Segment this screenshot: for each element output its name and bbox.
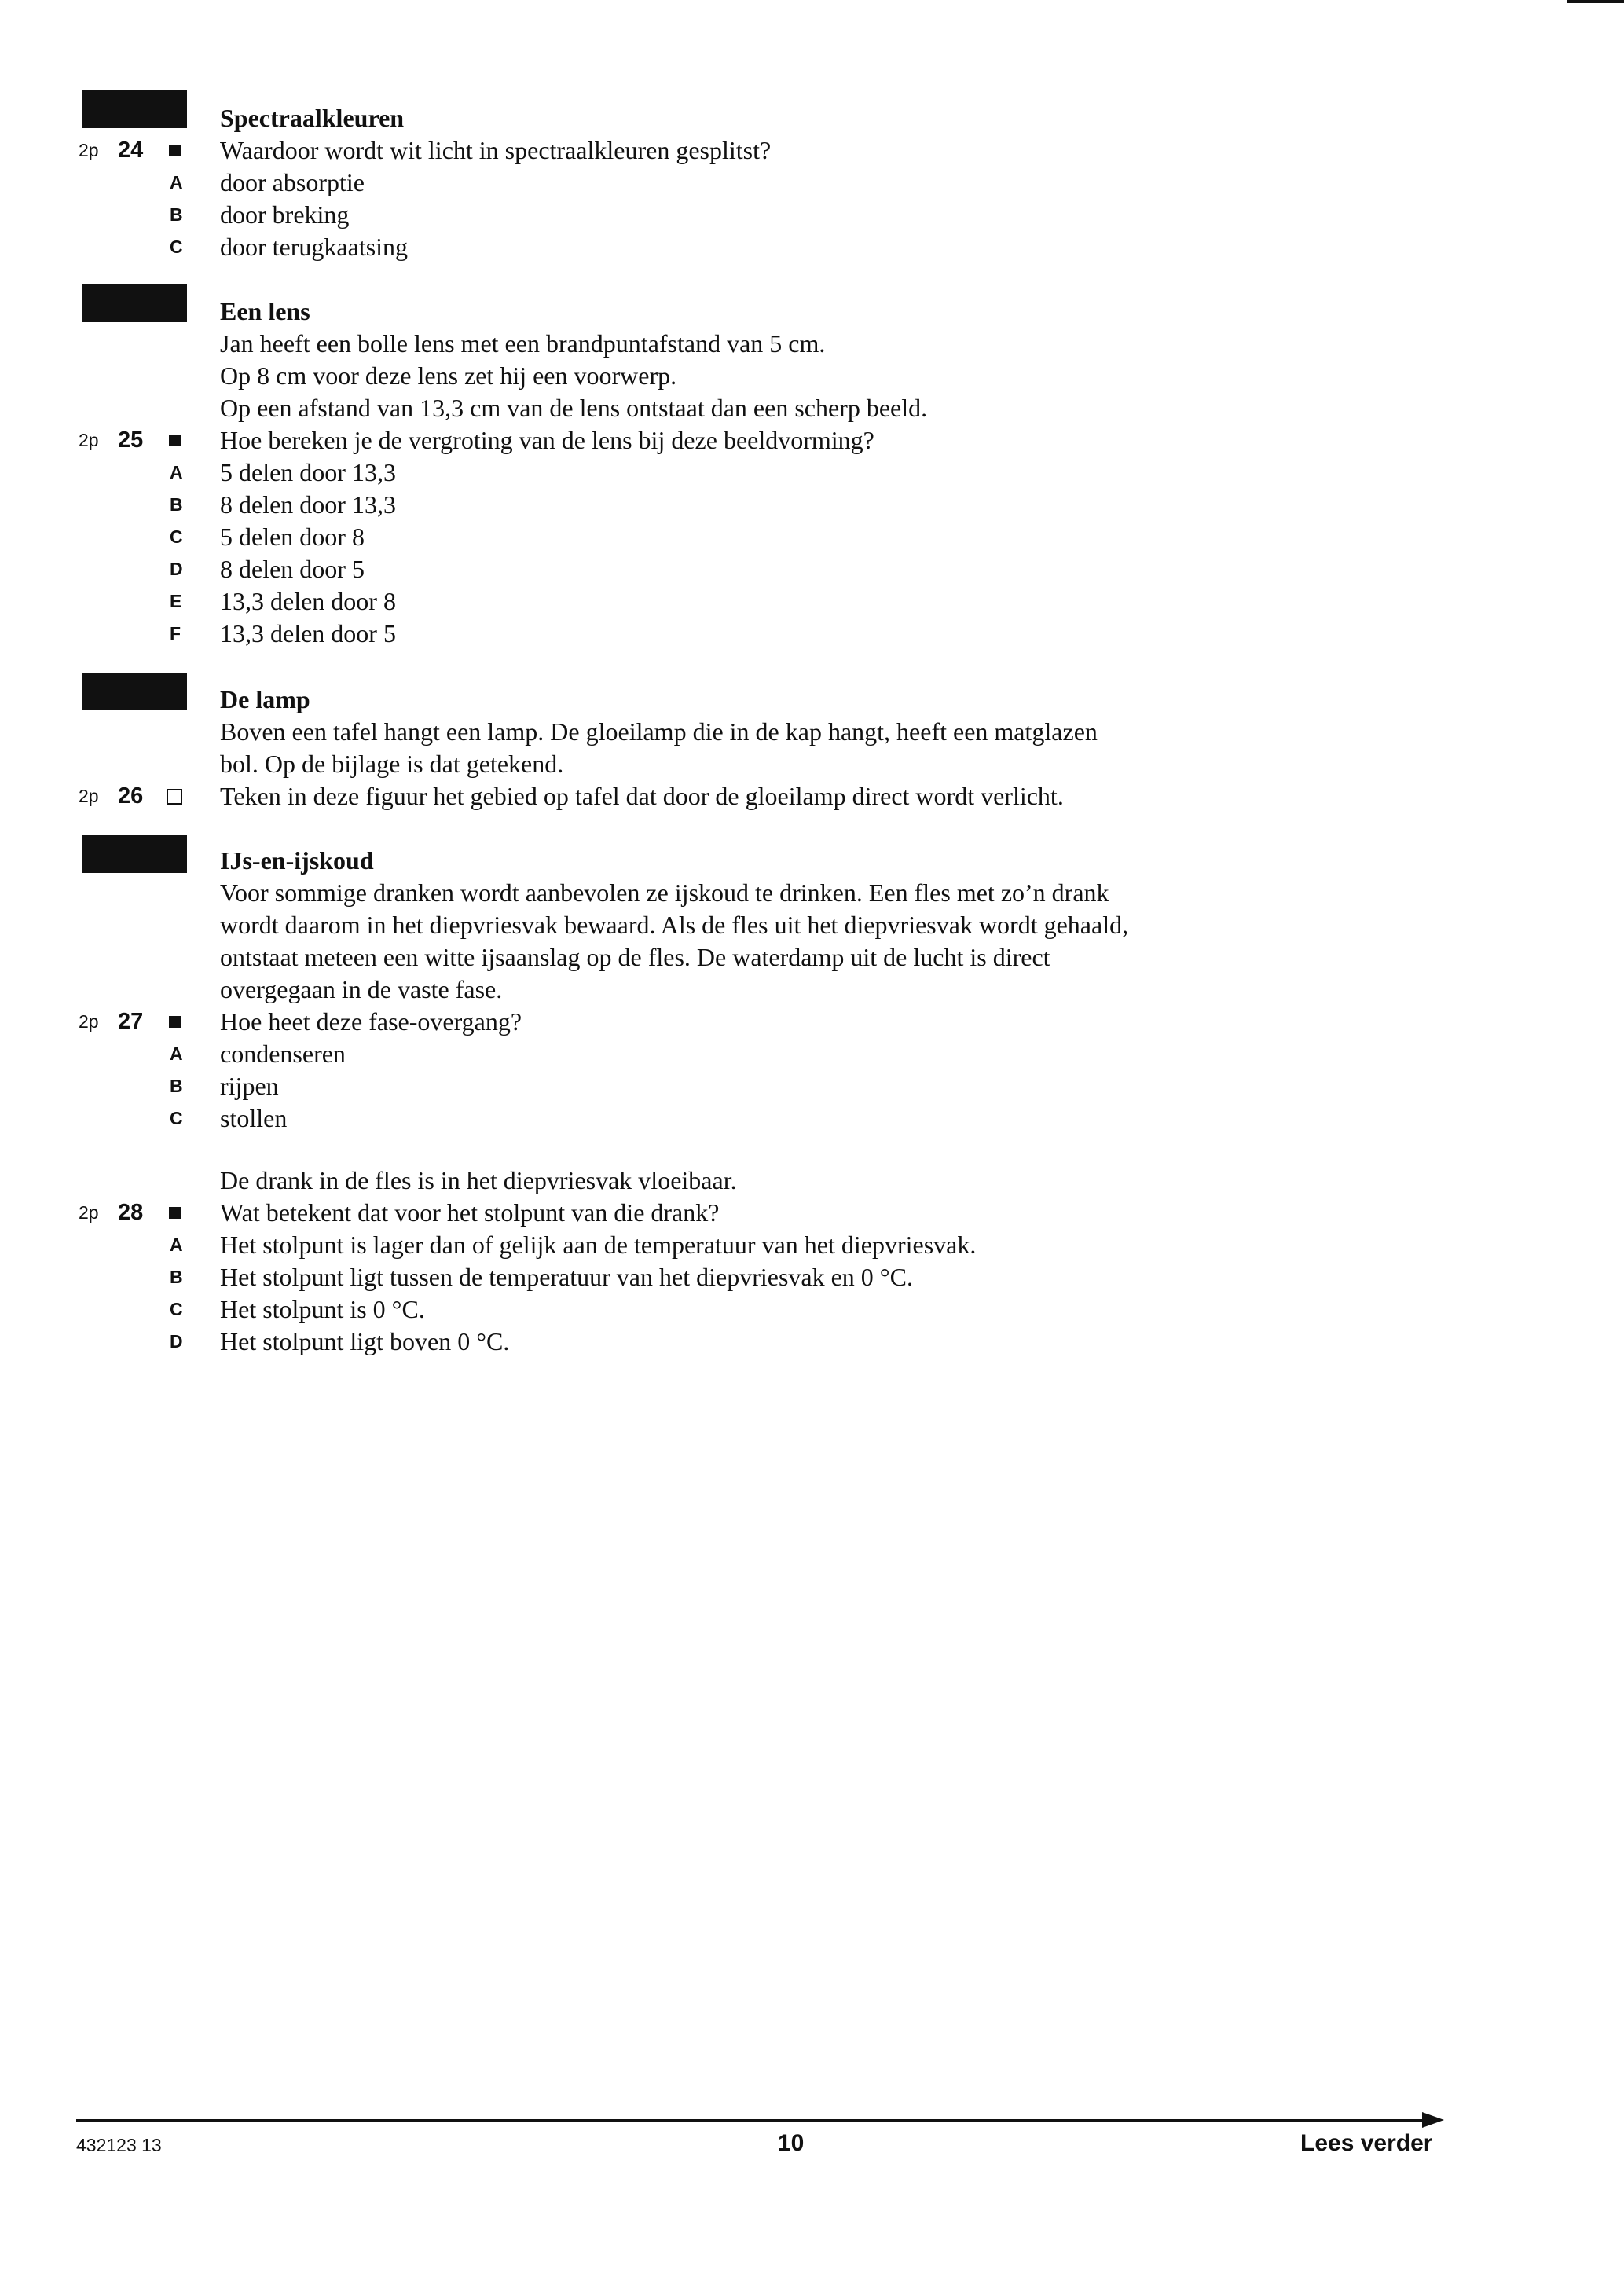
closed-question-icon [169,1207,181,1219]
option-text: 13,3 delen door 8 [220,587,396,615]
question-text: Wat betekent dat voor het stolpunt van die drank? [220,1198,720,1227]
option-text: rijpen [220,1072,279,1100]
option-text: 8 delen door 5 [220,555,365,583]
option-text: 5 delen door 13,3 [220,458,396,486]
option-text: Het stolpunt ligt tussen de temperatuur van het diepvriesvak en 0 °C. [220,1263,913,1291]
option-text: stollen [220,1104,288,1132]
question-points: 2p [79,1202,99,1223]
section-marker-bar [82,673,187,710]
question-text: Hoe bereken je de vergroting van de lens bij deze beeldvorming? [220,426,874,454]
option-letter: D [170,1331,183,1352]
arrow-right-icon [1422,2112,1444,2128]
continue-label: Lees verder [1300,2130,1433,2156]
intro-text: ontstaat meteen een witte ijsaanslag op de fles. De waterdamp uit de lucht is direct [220,943,1050,971]
option-letter: A [170,1043,183,1064]
option-letter: B [170,1267,183,1287]
option-text: Het stolpunt is 0 °C. [220,1295,425,1323]
question-number: 27 [118,1009,144,1034]
page-number: 10 [778,2130,805,2156]
question-number: 26 [118,783,144,809]
exam-code: 432123 13 [76,2135,162,2155]
intro-text: Boven een tafel hangt een lamp. De gloeilamp die in de kap hangt, heeft een matglazen [220,717,1098,746]
section-marker-bar [82,835,187,873]
option-text: 13,3 delen door 5 [220,619,396,647]
intro-text: Op 8 cm voor deze lens zet hij een voorwerp. [220,361,677,390]
question-number: 28 [118,1200,144,1225]
intro-text: Voor sommige dranken wordt aanbevolen ze ijskoud te drinken. Een fles met zo’n drank [220,878,1109,907]
question-points: 2p [79,430,99,450]
question-points: 2p [79,140,99,160]
option-letter: B [170,204,183,225]
section-marker-bar [82,90,187,128]
section-title: Spectraalkleuren [220,104,405,132]
question-number: 24 [118,138,144,163]
section-marker-bar [82,284,187,322]
option-letter: C [170,1108,183,1128]
section-title: De lamp [220,685,310,713]
option-letter: C [170,1299,183,1319]
intro-text: Jan heeft een bolle lens met een brandpuntafstand van 5 cm. [220,329,826,358]
section-title: Een lens [220,297,310,325]
option-letter: B [170,1076,183,1096]
option-text: 8 delen door 13,3 [220,490,396,519]
option-letter: A [170,172,183,193]
intro-text: Op een afstand van 13,3 cm van de lens ontstaat dan een scherp beeld. [220,394,928,422]
question-points: 2p [79,786,99,806]
closed-question-icon [169,435,181,446]
intro-text: bol. Op de bijlage is dat getekend. [220,750,564,778]
option-text: Het stolpunt is lager dan of gelijk aan de temperatuur van het diepvriesvak. [220,1231,977,1259]
question-number: 25 [118,427,144,453]
option-letter: D [170,559,183,579]
intro-text: De drank in de fles is in het diepvriesvak vloeibaar. [220,1166,737,1194]
option-letter: B [170,494,183,515]
footer-rule [76,2119,1428,2122]
option-letter: A [170,1234,183,1255]
section-title: IJs-en-ijskoud [220,846,374,875]
intro-text: wordt daarom in het diepvriesvak bewaard. Als de fles uit het diepvriesvak wordt gehaald, [220,911,1129,939]
question-points: 2p [79,1011,99,1032]
option-letter: F [170,623,181,644]
closed-question-icon [169,1016,181,1028]
closed-question-icon [169,145,181,156]
option-text: door absorptie [220,168,365,196]
option-text: door terugkaatsing [220,233,409,261]
option-letter: C [170,526,183,547]
option-text: condenseren [220,1040,346,1068]
question-text: Teken in deze figuur het gebied op tafel dat door de gloeilamp direct wordt verlicht. [220,782,1064,810]
question-text: Waardoor wordt wit licht in spectraalkleuren gesplitst? [220,136,772,164]
page-corner-rule [1567,0,1624,3]
option-text: 5 delen door 8 [220,523,365,551]
intro-text: overgegaan in de vaste fase. [220,975,503,1003]
option-letter: A [170,462,183,482]
option-text: door breking [220,200,350,229]
open-question-icon [167,789,182,805]
question-text: Hoe heet deze fase-overgang? [220,1007,522,1036]
option-text: Het stolpunt ligt boven 0 °C. [220,1327,510,1355]
option-letter: C [170,237,183,257]
option-letter: E [170,591,182,611]
